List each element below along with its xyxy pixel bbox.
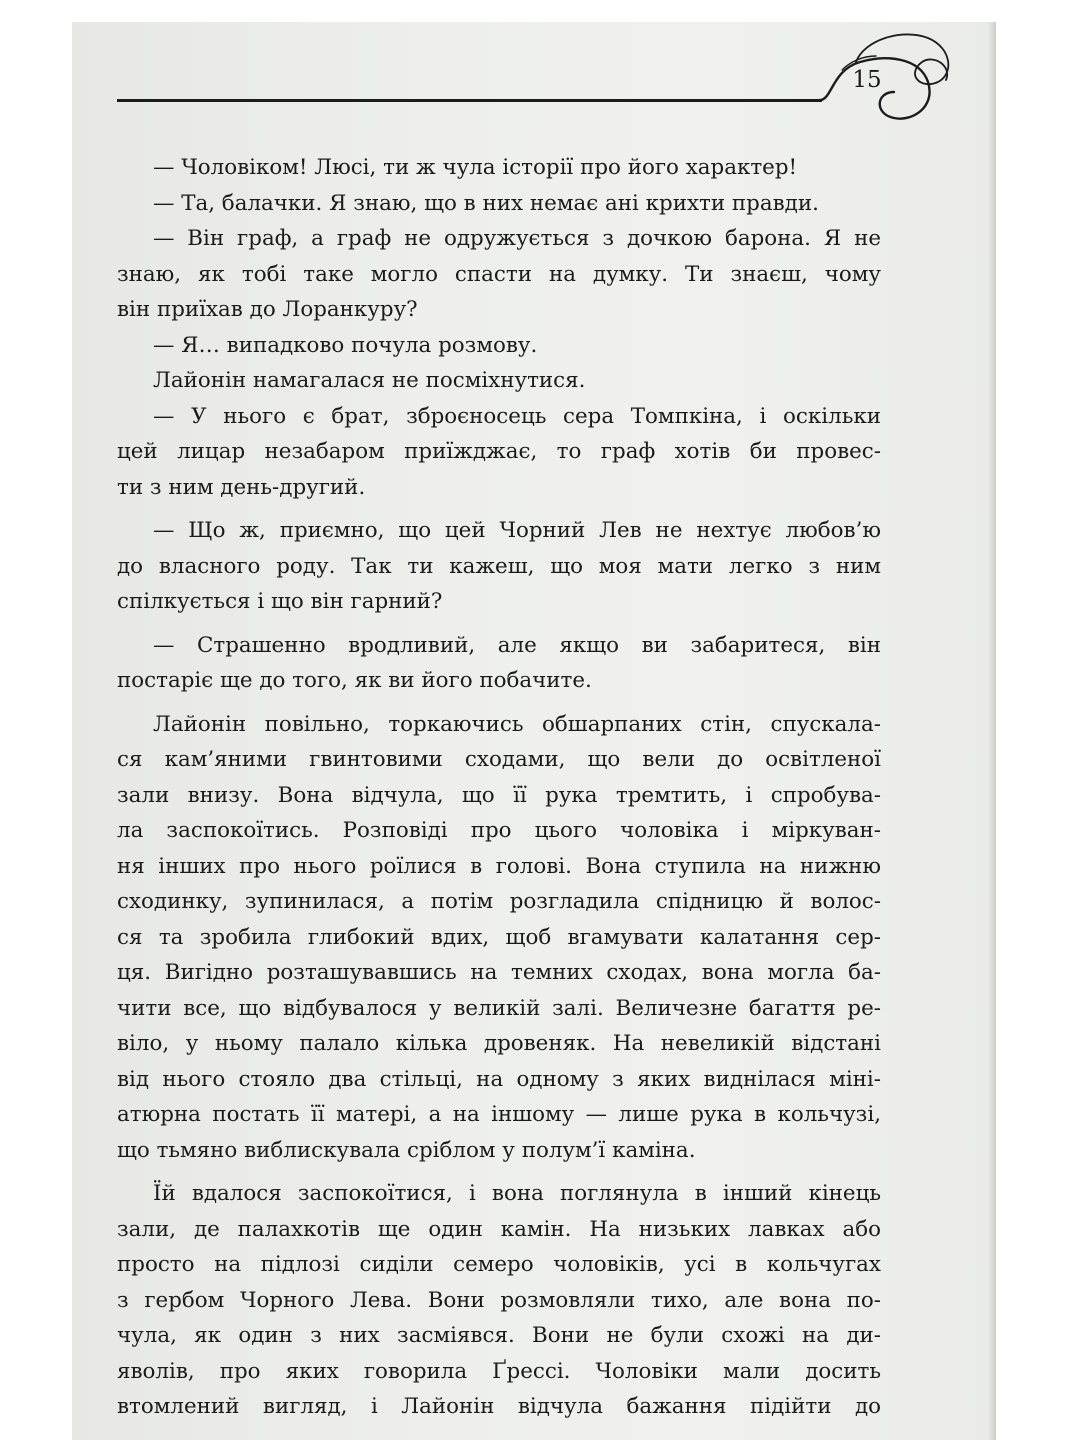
text-line: зали, де палахкотів ще один камін. На низьких лавках або xyxy=(117,1216,881,1242)
text-line: — Страшенно вродливий, але якщо ви забаритеся, він xyxy=(153,632,881,658)
text-line: ня інших про нього роїлися в голові. Вона ступила на нижню xyxy=(117,853,881,879)
paragraph xyxy=(117,513,881,620)
paragraph-gap xyxy=(117,699,881,707)
paragraph xyxy=(117,628,881,699)
text-line: ти з ним день-другий. xyxy=(117,474,366,500)
text-line: сходинку, зупинилася, а потім розгладила спідницю й волос- xyxy=(117,889,881,914)
paragraph xyxy=(117,363,881,399)
body-text xyxy=(117,150,881,1425)
text-line: — Я… випадково почула розмову. xyxy=(153,332,538,358)
text-line: знаю, як тобі таке могло спасти на думку. Ти знаєш, чому xyxy=(117,261,881,287)
text-line: — У нього є брат, зброєносець сера Томпкіна, і оскільки xyxy=(153,403,881,429)
text-line: яволів, про яких говорила Ґрессі. Чоловіки мали досить xyxy=(117,1358,881,1384)
text-line: Лайонін повільно, торкаючись обшарпаних стін, спускала- xyxy=(153,711,881,737)
text-line: — Він граф, а граф не одружується з дочкою барона. Я не xyxy=(153,226,881,251)
text-line: віло, у ньому палало кілька дровеняк. На невеликій відстані xyxy=(117,1031,881,1056)
text-line: Лайонін намагалася не посміхнутися. xyxy=(153,368,586,393)
text-line: цей лицар незабаром приїжджає, то граф хотів би провес- xyxy=(117,439,881,464)
text-line: втомлений вигляд, і Лайонін відчула бажання підійти до xyxy=(117,1394,881,1419)
text-line: ла заспокоїтись. Розповіді про цього чоловіка і міркуван- xyxy=(117,818,881,843)
paragraph xyxy=(117,707,881,1169)
text-line: до власного роду. Так ти кажеш, що моя мати легко з ним xyxy=(117,553,881,579)
text-line: атюрна постать її матері, а на іншому — лише рука в кольчузі, xyxy=(117,1102,881,1127)
text-line: ся кам’яними гвинтовими сходами, що вели до освітленої xyxy=(117,747,881,772)
text-line: ця. Вигідно розташувавшись на темних сходах, вона могла ба- xyxy=(117,960,881,985)
header-rule xyxy=(117,99,822,102)
text-line: чула, як один з них засміявся. Вони не були схожі на ди- xyxy=(117,1323,881,1348)
paragraph xyxy=(117,1176,881,1425)
text-line: він приїхав до Лоранкуру? xyxy=(117,297,418,322)
page-edge-shadow xyxy=(988,22,996,1440)
text-line: — Та, балачки. Я знаю, що в них немає ані крихти правди. xyxy=(153,190,819,216)
text-line: Їй вдалося заспокоїтися, і вона поглянула в інший кінець xyxy=(153,1181,881,1206)
paragraph xyxy=(117,221,881,328)
paragraph xyxy=(117,150,881,186)
text-line: просто на підлозі сиділи семеро чоловіків, усі в кольчугах xyxy=(117,1252,881,1277)
text-line: — Чоловіком! Люсі, ти ж чула історії про його характер! xyxy=(153,155,798,180)
paragraph xyxy=(117,399,881,506)
paragraph-gap xyxy=(117,505,881,513)
text-line: з гербом Чорного Лева. Вони розмовляли тихо, але вона по- xyxy=(117,1287,881,1313)
text-line: зали внизу. Вона відчула, що її рука тремтить, і спробува- xyxy=(117,782,881,808)
text-line: ся та зробила глибокий вдих, щоб вгамувати калатання сер- xyxy=(117,924,881,950)
paragraph-gap xyxy=(117,620,881,628)
text-line: — Що ж, приємно, що цей Чорний Лев не нехтує любов’ю xyxy=(153,518,881,543)
text-line: спілкується і що він гарний? xyxy=(117,589,443,614)
text-line: від нього стояло два стільці, на одному з яких виднілася міні- xyxy=(117,1066,881,1092)
paragraph xyxy=(117,328,881,364)
paragraph xyxy=(117,186,881,222)
text-line: чити все, що відбувалося у великій залі. Величезне багаття ре- xyxy=(117,995,881,1021)
text-line: постаріє ще до того, як ви його побачите. xyxy=(117,668,592,693)
book-page xyxy=(72,22,996,1440)
page-number: 15 xyxy=(852,67,882,93)
paragraph-gap xyxy=(117,1168,881,1176)
text-line: що тьмяно виблискувала сріблом у полум’ї каміна. xyxy=(117,1137,696,1163)
